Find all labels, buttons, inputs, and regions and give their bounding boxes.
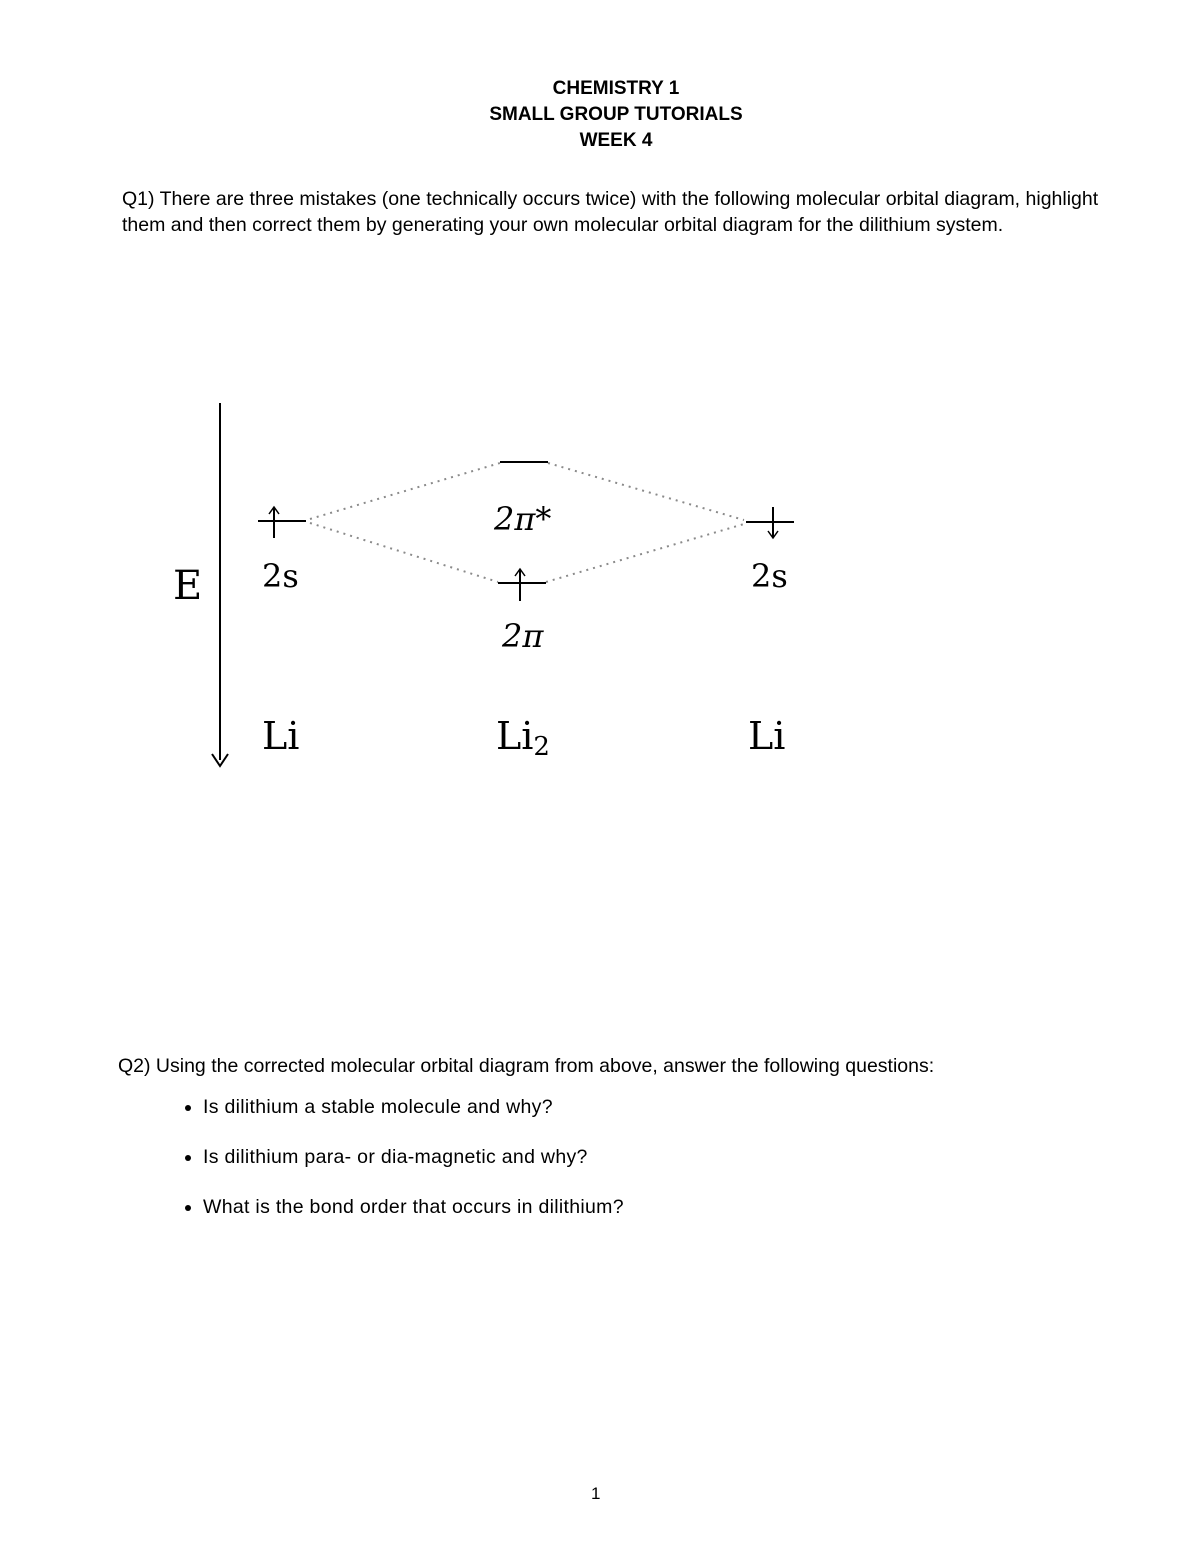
question-2-list [184,1094,624,1244]
page-number: 1 [591,1484,601,1503]
right-atom-label: Li [748,714,786,758]
left-atom-label: Li [262,714,300,758]
right-2s-orbital [746,507,794,538]
tutorial-title: SMALL GROUP TUTORIALS [489,104,743,125]
molecule-label-subscript: 2 [533,732,550,762]
list-item-text: What is the bond order that occurs in dilithium? [203,1196,624,1218]
bonding-level [498,569,546,601]
antibonding-label: 2π* [494,500,552,538]
right-orbital-label: 2s [751,557,788,595]
question-1: Q1) There are three mistakes (one technically occurs twice) with the following molecular orbital diagram, highlight them and then correct them by generating your own molecular orbital diagram for the dilithium system. [122,188,1099,236]
list-item-text: Is dilithium para- or dia-magnetic and why? [203,1146,588,1168]
list-item [184,1094,624,1120]
bullet-icon [185,1155,191,1161]
list-item-text: Is dilithium a stable molecule and why? [203,1096,553,1118]
bonding-label: 2π [502,617,544,655]
bullet-icon [185,1205,191,1211]
molecule-label-main: Li [496,714,534,758]
week-title: WEEK 4 [579,130,653,151]
list-item [184,1144,624,1170]
list-item [184,1194,624,1220]
energy-axis-label: E [173,563,203,609]
molecule-label [496,714,550,762]
question-2: Q2) Using the corrected molecular orbital diagram from above, answer the following questions: [118,1055,935,1077]
bullet-icon [185,1105,191,1111]
left-orbital-label: 2s [262,557,299,595]
course-title: CHEMISTRY 1 [552,78,680,99]
left-2s-orbital [258,507,306,538]
